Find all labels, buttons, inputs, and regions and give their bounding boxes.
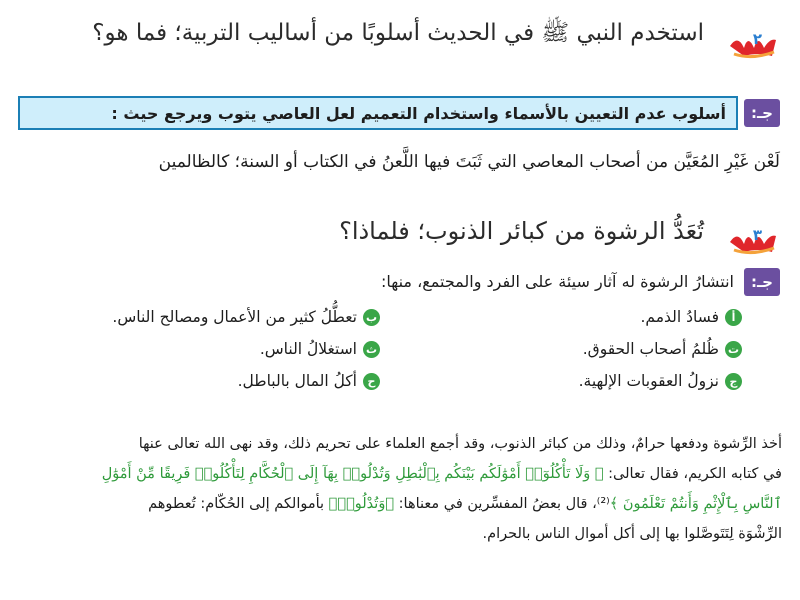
- paragraph-text: بأموالكم إلى الحُكّام: تُعطوهم: [148, 496, 329, 512]
- list-item: [112, 308, 380, 326]
- svg-text:٢: ٢: [752, 30, 762, 48]
- answer-tag: جـ:: [744, 99, 780, 127]
- quran-word: ﴿وَتُدْلُوا۟﴾: [328, 496, 395, 512]
- quran-verse: ﴿ وَلَا تَأْكُلُوٓا۟ أَمْوَٰلَكُم بَيْنَكُم بِٱلْبَٰطِلِ وَتُدْلُوا۟ بِهَآ إِلَى ٱلْحُكَّامِ لِتَأْكُلُوا۟ فَرِيقًا مِّنْ أَمْوَٰلِ: [101, 466, 604, 482]
- list-item-text: ظُلمُ أصحاب الحقوق.: [582, 340, 719, 358]
- question-number-badge: [728, 26, 778, 62]
- list-item-badge: ث: [363, 341, 380, 358]
- list-item-badge: أ: [725, 309, 742, 326]
- answer-box-text: أسلوب عدم التعيين بالأسماء واستخدام التعميم لعل العاصي يتوب ويرجع حيث :: [111, 103, 726, 123]
- list-item: [579, 372, 742, 390]
- footnote-ref: ⁽²⁾: [596, 496, 610, 512]
- paragraph-line-2: [16, 460, 782, 488]
- svg-text:٣: ٣: [752, 226, 762, 244]
- paragraph-line-3: [16, 490, 782, 518]
- list-item: [641, 308, 743, 326]
- question-2-text: تُعَدُّ الرشوة من كبائر الذنوب؛ فلماذا؟: [339, 217, 704, 245]
- answer-tag: جـ:: [744, 268, 780, 296]
- paragraph-text: ، قال بعضُ المفسِّرين في معناها:: [394, 496, 597, 512]
- answer-highlight-box: [18, 96, 738, 130]
- list-item: [260, 340, 380, 358]
- list-item: [583, 340, 742, 358]
- question-number-badge: [728, 222, 778, 258]
- list-item-badge: ح: [363, 373, 380, 390]
- paragraph-text: في كتابه الكريم، فقال تعالى:: [603, 466, 782, 482]
- quran-verse: ٱلنَّاسِ بِٱلْإِثْمِ وَأَنتُمْ تَعْلَمُونَ ﴾: [609, 496, 782, 512]
- list-item-text: نزولُ العقوبات الإلهية.: [578, 372, 719, 390]
- paragraph-line-4: الرِّشْوَة لِتَتَوصَّلوا بها إلى أكل أموال الناس بالحرام.: [482, 526, 782, 542]
- list-item-badge: ب: [363, 309, 380, 326]
- question-1-text: استخدم النبي ﷺ في الحديث أسلوبًا من أساليب التربية؛ فما هو؟: [92, 20, 704, 46]
- list-item: [238, 372, 380, 390]
- list-item-badge: ت: [725, 341, 742, 358]
- answer-2-intro: انتشارُ الرشوة له آثار سيئة على الفرد والمجتمع، منها:: [380, 272, 734, 291]
- list-item-text: استغلالُ الناس.: [259, 340, 357, 358]
- list-item-text: تعطُّلُ كثير من الأعمال ومصالح الناس.: [112, 308, 357, 326]
- paragraph-line-1: أخذ الرِّشوة ودفعها حرامٌ، وذلك من كبائر الذنوب، وقد أجمع العلماء على تحريم ذلك، وقد نهى الله تعالى عنها: [138, 436, 782, 452]
- list-item-text: فسادُ الذمم.: [640, 308, 719, 326]
- list-item-text: أكلُ المال بالباطل.: [237, 372, 357, 390]
- answer-1-line: لَعْن غَيْرِ المُعَيَّن من أصحاب المعاصي التي ثَبَتَ فيها اللَّعنُ في الكتاب أو السنة؛ كالظالمين: [158, 152, 780, 172]
- list-item-badge: ج: [725, 373, 742, 390]
